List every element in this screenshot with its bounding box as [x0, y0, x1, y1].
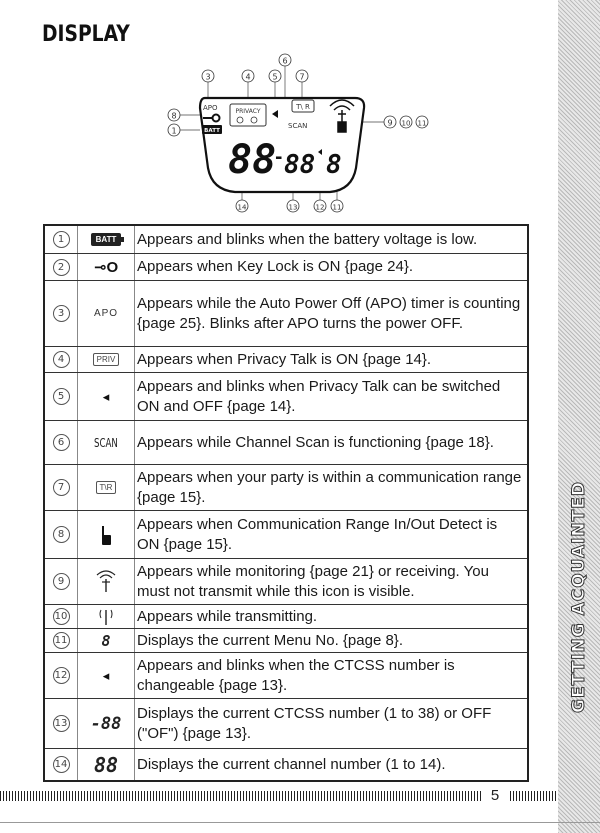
row-number: 9 [53, 573, 70, 590]
footer-bar [0, 791, 556, 801]
row-description: Appears when Key Lock is ON {page 24}. [137, 258, 414, 276]
row-number: 6 [53, 434, 70, 451]
svg-text:10: 10 [401, 119, 411, 128]
privacy-label: PRIVACY [235, 108, 261, 115]
row-number: 14 [53, 756, 70, 773]
row-description: Appears and blinks when Privacy Talk can be switched ON and OFF {page 14}. [137, 378, 501, 415]
row-description: Displays the current channel number (1 to 14). [137, 755, 446, 773]
page-number: 5 [482, 786, 508, 806]
callout-12 [314, 200, 326, 212]
table-row [45, 510, 527, 558]
apo-label: APO [203, 104, 218, 112]
row-number: 8 [53, 526, 70, 543]
svg-text:11: 11 [417, 119, 427, 128]
svg-text:13: 13 [288, 203, 298, 212]
row-number: 12 [53, 667, 70, 684]
callout-14 [236, 200, 248, 212]
lcd-display-diagram [150, 48, 450, 218]
range-label: T\ R [296, 103, 310, 111]
row-number: 11 [53, 632, 70, 649]
svg-text:5: 5 [272, 72, 278, 82]
row-number: 13 [53, 715, 70, 732]
table-row [45, 226, 527, 253]
ctcss-digits-icon: -88 [90, 713, 122, 734]
callout-5 [269, 70, 281, 82]
table-row [45, 372, 527, 420]
transmit-icon [98, 607, 114, 627]
callout-9-10-11 [384, 116, 428, 128]
triangle-left-icon: ◂ [102, 667, 110, 683]
row-description: Appears and blinks when the battery voltage is low. [137, 230, 478, 248]
callout-13 [287, 200, 299, 212]
display-icons-table [43, 224, 529, 782]
row-description: Appears while transmitting. [137, 607, 318, 625]
callout-11 [331, 200, 343, 212]
callout-8 [168, 109, 180, 121]
row-number: 1 [53, 231, 70, 248]
channel-digits-icon: 88 [93, 752, 119, 777]
ctcss-digits: 88 [284, 150, 316, 180]
ctcss-dash: - [275, 147, 283, 168]
range-icon: T\R [96, 481, 117, 494]
channel-digits: 88 [228, 137, 277, 183]
table-row [45, 346, 527, 372]
side-tab-label: GETTING ACQUAINTED [569, 481, 590, 713]
table-row [45, 628, 527, 652]
row-description: Appears when Communication Range In/Out Detect is ON {page 15}. [137, 516, 498, 553]
svg-text:3: 3 [205, 72, 211, 82]
table-row [45, 652, 527, 698]
row-number: 10 [53, 608, 70, 625]
table-row [45, 280, 527, 346]
bottom-rule [0, 822, 600, 823]
row-number: 3 [53, 305, 70, 322]
svg-text:4: 4 [245, 72, 251, 82]
row-number: 2 [53, 259, 70, 276]
apo-icon: APO [93, 308, 119, 319]
row-description: Displays the current Menu No. {page 8}. [137, 631, 403, 649]
privacy-icon: PRIV [93, 353, 120, 366]
svg-text:8: 8 [171, 111, 177, 121]
menu-digit-icon: 8 [101, 631, 111, 650]
svg-text:12: 12 [315, 203, 325, 212]
row-number: 7 [53, 479, 70, 496]
row-description: Appears and blinks when the CTCSS number is changeable {page 13}. [137, 657, 455, 694]
triangle-left-icon: ◂ [102, 388, 110, 404]
menu-digit: 8 [326, 150, 342, 180]
row-description: Appears while monitoring {page 21} or receiving. You must not transmit while this icon is visible. [137, 563, 489, 600]
scan-icon: SCAN [94, 435, 118, 450]
row-description: Appears while Channel Scan is functioning {page 18}. [137, 433, 494, 451]
callout-7 [296, 70, 308, 82]
row-description: Appears while the Auto Power Off (APO) timer is counting {page 25}. Blinks after APO turns the power OFF. [137, 295, 521, 332]
svg-text:14: 14 [237, 203, 247, 212]
table-row [45, 604, 527, 628]
table-row [45, 698, 527, 748]
table-row [45, 253, 527, 280]
table-row [45, 748, 527, 780]
row-number: 5 [53, 388, 70, 405]
table-row [45, 558, 527, 604]
key-lock-icon: ⊸O [93, 259, 119, 276]
scan-label: SCAN [288, 122, 308, 130]
callout-1 [168, 124, 180, 136]
svg-text:1: 1 [171, 126, 177, 136]
svg-text:11: 11 [332, 203, 342, 212]
svg-text:7: 7 [299, 72, 305, 82]
row-number: 4 [53, 351, 70, 368]
battery-label: BATT [204, 128, 220, 134]
receive-icon [94, 570, 118, 594]
battery-icon: BATT [91, 233, 121, 246]
table-row [45, 464, 527, 510]
callout-3 [202, 70, 214, 82]
svg-text:9: 9 [387, 118, 393, 128]
callout-4 [242, 70, 254, 82]
table-row [45, 420, 527, 464]
row-description: Appears when Privacy Talk is ON {page 14}. [137, 350, 432, 368]
row-description: Displays the current CTCSS number (1 to 38) or OFF ("OF") {page 13}. [137, 705, 492, 742]
section-title: DISPLAY [42, 22, 130, 47]
callout-6 [279, 54, 291, 66]
svg-text:6: 6 [282, 56, 288, 66]
row-description: Appears when your party is within a communication range {page 15}. [137, 469, 522, 506]
range-detect-icon [99, 524, 113, 546]
